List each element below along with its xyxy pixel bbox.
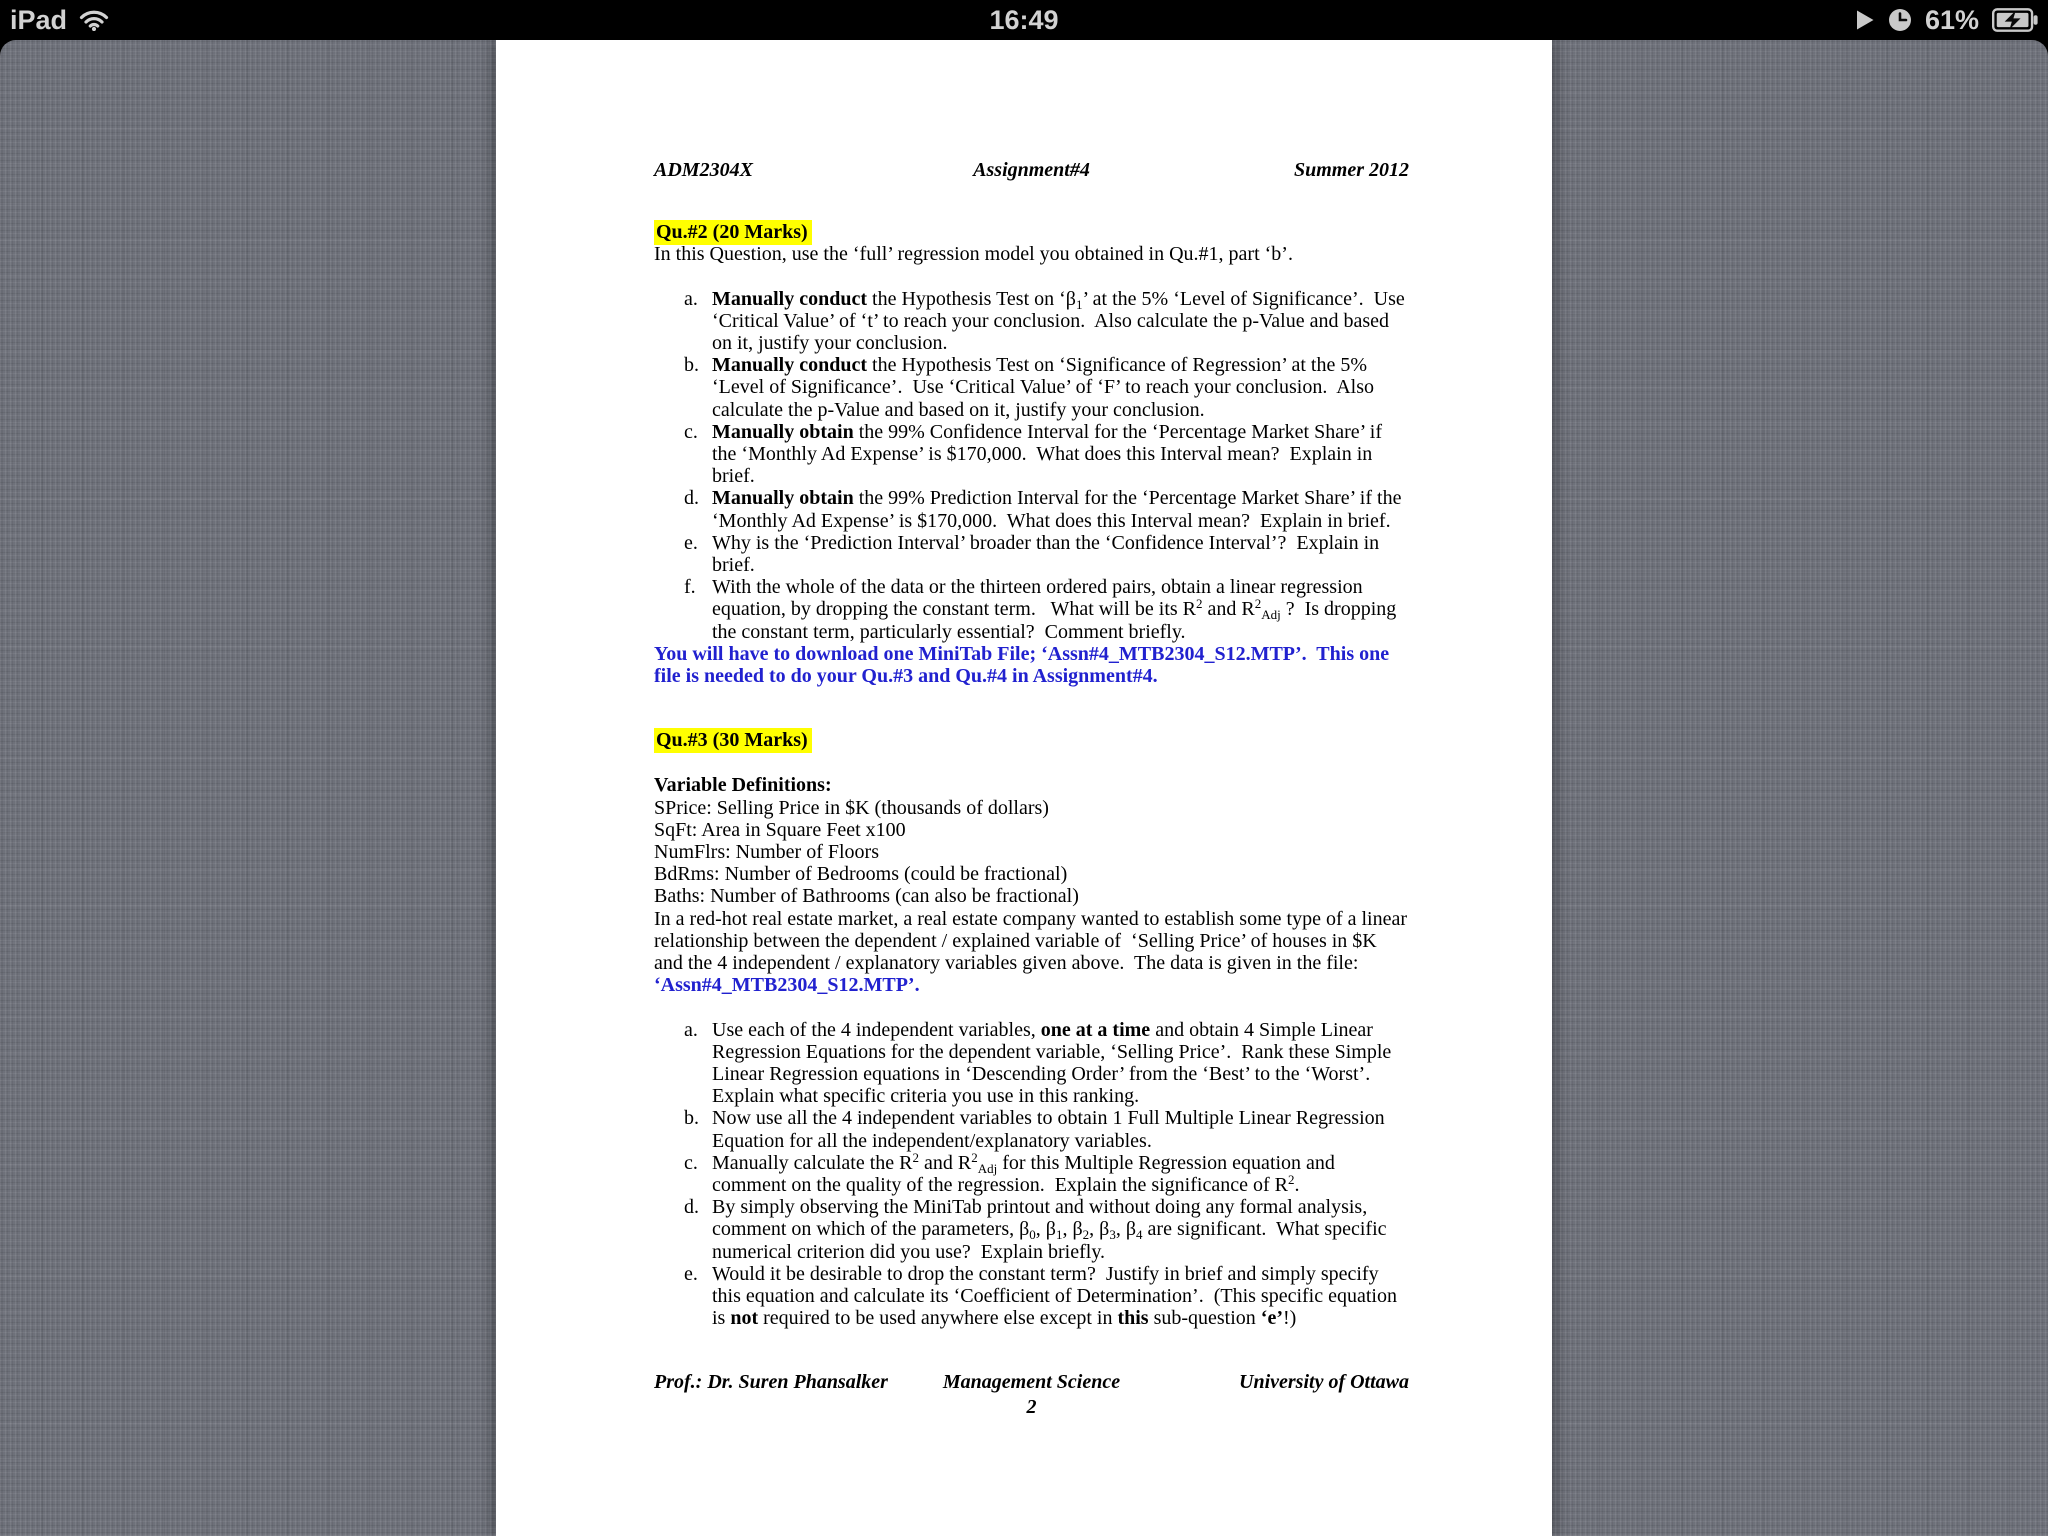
list-item	[654, 576, 1409, 643]
list-item-text: Manually obtain the 99% Confidence Interval for the ‘Percentage Market Share’ if the ‘Monthly Ad Expense’ is $170,000. What does this Interval mean? Explain in brief.	[712, 420, 1387, 488]
list-item	[654, 532, 1409, 576]
professor-name: Prof.: Dr. Suren Phansalker	[654, 1371, 888, 1394]
variable-definition-line: Baths: Number of Bathrooms (can also be fractional)	[654, 885, 1079, 908]
battery-charging-icon	[1992, 8, 2038, 32]
play-icon	[1855, 9, 1875, 31]
list-item	[654, 1149, 1409, 1196]
list-item-label: a.	[684, 287, 698, 310]
variable-definitions	[654, 774, 1409, 907]
list-item	[654, 421, 1409, 488]
list-item	[654, 1019, 1409, 1108]
battery-percent-label: 61%	[1924, 4, 1979, 35]
list-item-label: b.	[684, 1107, 699, 1130]
document-page[interactable]	[496, 40, 1552, 1536]
list-item-label: c.	[684, 420, 698, 443]
time-label: 16:49	[989, 4, 1059, 35]
list-item-text: With the whole of the data or the thirteen ordered pairs, obtain a linear regression equation, by dropping the constant term. What will be its $R^2$ and $R^2_{Adj}$ ? Is dropping the constant term, particularly essential? Comment briefly.	[712, 576, 1402, 643]
list-item-label: b.	[684, 354, 699, 377]
list-item-text: Why is the ‘Prediction Interval’ broader than the ‘Confidence Interval’? Explain in brief.	[712, 531, 1385, 577]
carrier-label: iPad	[10, 4, 68, 35]
term-label: Summer 2012	[1293, 159, 1410, 181]
list-item	[654, 288, 1409, 355]
question3-scenario: In a red-hot real estate market, a real estate company wanted to establish some type of a linear relationship between the dependent / explained variable of ‘Selling Price’ of houses in $K and the 4 independent / explanatory variables given above. The data is given in the file: ‘Assn#4_MTB2304_S12.MTP’.	[654, 907, 1413, 997]
department-name: Management Science	[942, 1371, 1121, 1394]
variable-definition-line: SPrice: Selling Price in $K (thousands of dollars)	[654, 796, 1049, 819]
list-item-text: Would it be desirable to drop the constant term? Justify in brief and simply specify this equation and calculate its ‘Coefficient of Determination’. (This specific equation is not required to be used anywhere else except in this sub-question ‘e’!)	[712, 1262, 1402, 1330]
status-bar	[0, 0, 2048, 40]
list-item	[654, 1196, 1409, 1263]
list-item-label: d.	[684, 487, 699, 510]
assignment-title: Assignment#4	[973, 159, 1090, 181]
list-item-label: e.	[684, 1262, 698, 1285]
course-code: ADM2304X	[654, 159, 753, 181]
list-item-label: a.	[684, 1018, 698, 1041]
list-item-text: By simply observing the MiniTab printout and without doing any formal analysis, comment on which of the parameters, $\beta_0$, $\beta_1$, $\beta_2$, $\beta_3$, $\beta_4$ are significant. What specific numerical criterion did you use? Explain briefly.	[712, 1196, 1392, 1263]
minitab-download-note: You will have to download one MiniTab File; ‘Assn#4_MTB2304_S12.MTP’. This one file is needed to do your Qu.#3 and Qu.#4 in Assignment#4.	[654, 642, 1395, 688]
variable-definition-line: NumFlrs: Number of Floors	[654, 841, 879, 864]
alarm-clock-icon	[1888, 8, 1912, 32]
question2-intro: In this Question, use the ‘full’ regression model you obtained in Qu.#1, part ‘b’.	[654, 243, 1293, 266]
question3-heading	[654, 729, 1409, 751]
list-item-text: Manually conduct the Hypothesis Test on ‘Significance of Regression’ at the 5% ‘Level of Significance’. Use ‘Critical Value’ of ‘F’ to reach your conclusion. Also calculate the p-Value and based on it, justify your conclusion.	[712, 354, 1380, 421]
status-bar-right	[1855, 5, 2038, 36]
list-item-label: e.	[684, 531, 698, 554]
pdf-viewer-background[interactable]	[0, 40, 2048, 1536]
page-number: 2	[1026, 1395, 1037, 1418]
question2-heading-highlight: Qu.#2 (20 Marks)	[654, 220, 812, 245]
document-footer	[654, 1371, 1409, 1393]
list-item-text: Manually obtain the 99% Prediction Interval for the ‘Percentage Market Share’ if the ‘Monthly Ad Expense’ is $170,000. What does this Interval mean? Explain in brief.	[712, 487, 1407, 532]
question3-list	[654, 1019, 1409, 1330]
document-header	[654, 159, 1409, 181]
list-item	[654, 354, 1409, 421]
question2-heading	[654, 221, 1409, 243]
list-item-label: d.	[684, 1196, 699, 1219]
status-bar-clock	[0, 5, 2048, 36]
list-item-text: Manually calculate the $R^2$ and $R^2_{Adj}$ for this Multiple Regression equation and comment on the quality of the regression. Explain the significance of $R^2$.	[712, 1149, 1340, 1196]
variable-definition-line: SqFt: Area in Square Feet x100	[654, 818, 906, 841]
list-item-text: Use each of the 4 independent variables, one at a time and obtain 4 Simple Linear Regression Equations for the dependent variable, ‘Selling Price’. Rank these Simple Linear Regression equations in ‘Descending Order’ from the ‘Best’ to the ‘Worst’. Explain what specific criteria you use in this ranking.	[712, 1018, 1397, 1108]
question3-heading-highlight: Qu.#3 (30 Marks)	[654, 728, 812, 753]
list-item-label: f.	[684, 576, 696, 599]
status-bar-left	[10, 5, 109, 36]
list-item	[654, 1263, 1409, 1330]
list-item-text: Manually conduct the Hypothesis Test on ‘$\beta_1$’ at the 5% ‘Level of Significance’. Use ‘Critical Value’ of ‘t’ to reach your conclusion. Also calculate the p-Value and based on it, justify your conclusion.	[712, 287, 1410, 355]
list-item-text: Now use all the 4 independent variables to obtain 1 Full Multiple Linear Regression Equation for all the independent/explanatory variables.	[712, 1107, 1390, 1152]
wifi-icon	[79, 9, 109, 31]
list-item-label: c.	[684, 1151, 698, 1174]
list-item	[654, 487, 1409, 531]
university-name: University of Ottawa	[1239, 1371, 1410, 1394]
variable-definitions-title: Variable Definitions:	[654, 774, 832, 797]
question2-list	[654, 288, 1409, 643]
list-item	[654, 1107, 1409, 1151]
variable-definition-line: BdRms: Number of Bedrooms (could be fractional)	[654, 863, 1068, 886]
